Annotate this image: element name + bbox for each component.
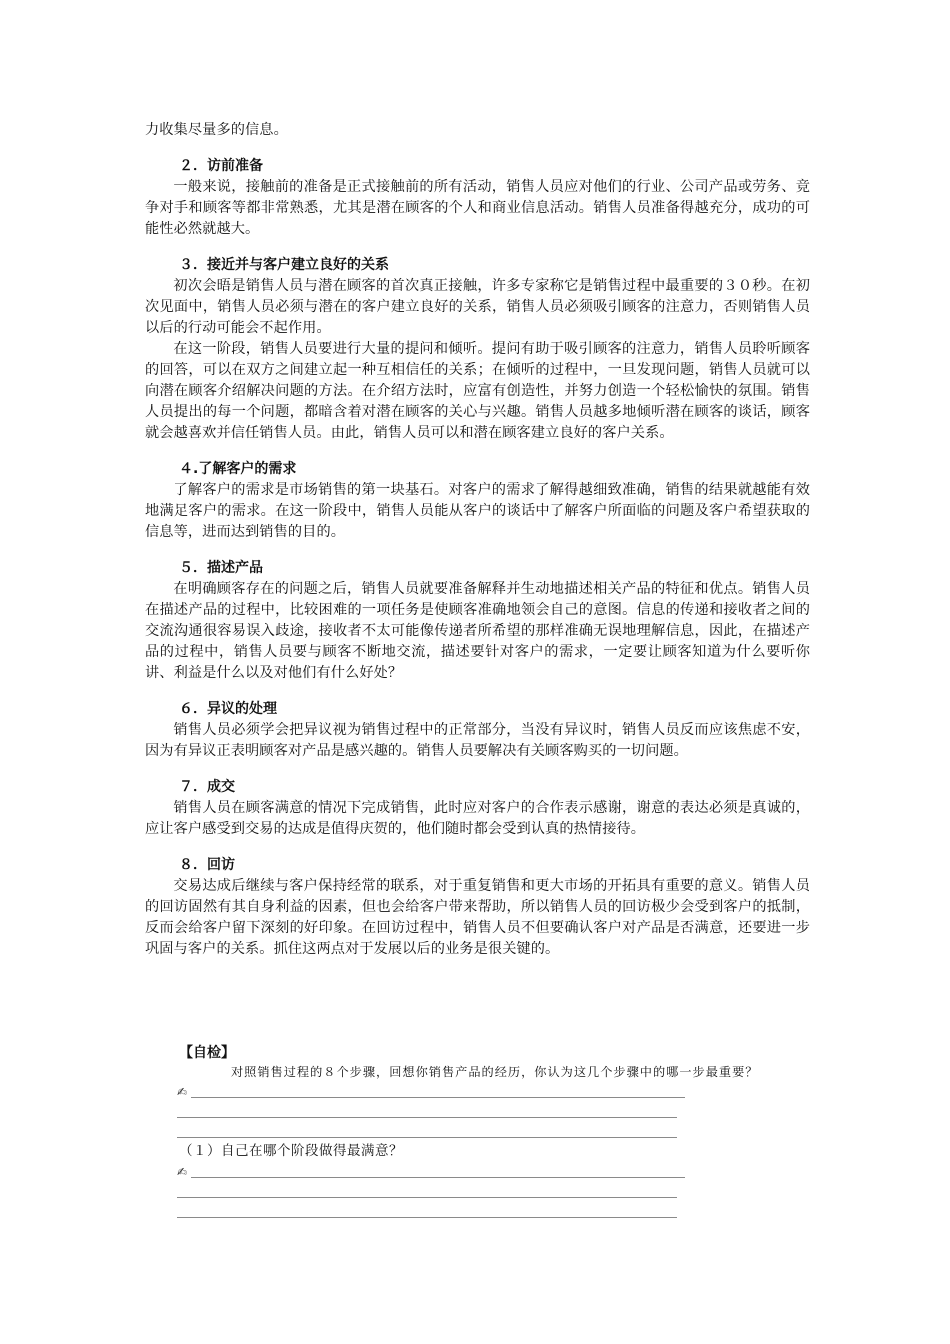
section-heading: ８．回访 bbox=[179, 857, 235, 873]
section-7 bbox=[145, 777, 810, 840]
intro-tail: 力收集尽量多的信息。 bbox=[145, 122, 288, 138]
answer-line[interactable] bbox=[177, 1161, 685, 1181]
section-paragraph: 初次会晤是销售人员与潜在顾客的首次真正接触，许多专家称它是销售过程中最重要的３０秒。在初次见面中，销售人员必须与潜在的客户建立良好的关系，销售人员必须吸引顾客的注意力，否则销售人员以后的行动可能会不起作用。 bbox=[145, 278, 810, 336]
self-check bbox=[145, 1043, 810, 1221]
section-3 bbox=[145, 255, 810, 444]
section-5 bbox=[145, 558, 810, 684]
section-paragraph: 在明确顾客存在的问题之后，销售人员就要准备解释并生动地描述相关产品的特征和优点。销售人员在描述产品的过程中，比较困难的一项任务是使顾客准确地领会自己的意图。信息的传递和接收者之间的交流沟通很容易误入歧途，接收者不太可能像传递者所希望的那样准确无误地理解信息，因此，在描述产品的过程中，销售人员要与顾客不断地交流，描述要针对客户的需求，一定要让顾客知道为什么要听你讲、利益是什么以及对他们有什么好处？ bbox=[145, 581, 810, 681]
answer-line[interactable] bbox=[177, 1081, 685, 1101]
section-heading: ６．异议的处理 bbox=[179, 701, 277, 717]
section-paragraph: 销售人员必须学会把异议视为销售过程中的正常部分，当没有异议时，销售人员反而应该焦虑不安，因为有异议正表明顾客对产品是感兴趣的。销售人员要解决有关顾客购买的一切问题。 bbox=[145, 722, 810, 759]
section-heading: ７．成交 bbox=[179, 779, 235, 795]
section-paragraph: 销售人员在顾客满意的情况下完成销售，此时应对客户的合作表示感谢，谢意的表达必须是真诚的，应让客户感受到交易的达成是值得庆贺的，他们随时都会受到认真的热情接待。 bbox=[145, 800, 810, 837]
section-4 bbox=[145, 459, 810, 543]
section-paragraph: 了解客户的需求是市场销售的第一块基石。对客户的需求了解得越细致准确，销售的结果就越能有效地满足客户的需求。在这一阶段中，销售人员能从客户的谈话中了解客户所面临的问题及客户希望获取的信息等，进而达到销售的目的。 bbox=[145, 482, 810, 540]
section-heading: ２．访前准备 bbox=[179, 158, 263, 174]
section-heading: ３．接近并与客户建立良好的关系 bbox=[179, 257, 389, 273]
section-2 bbox=[145, 156, 810, 240]
section-heading: ４.了解客户的需求 bbox=[179, 461, 297, 477]
answer-line[interactable] bbox=[177, 1181, 677, 1201]
section-6 bbox=[145, 699, 810, 762]
section-paragraph: 交易达成后继续与客户保持经常的联系，对于重复销售和更大市场的开拓具有重要的意义。销售人员的回访固然有其自身利益的因素，但也会给客户带来帮助，所以销售人员的回访极少会受到客户的抵制，反而会给客户留下深刻的好印象。在回访过程中，销售人员不但要确认客户对产品是否满意，还要进一步巩固与客户的关系。抓住这两点对于发展以后的业务是很关键的。 bbox=[145, 878, 810, 957]
writing-hand-icon: ✍ bbox=[177, 1165, 188, 1179]
answer-line[interactable] bbox=[177, 1201, 677, 1221]
document-body bbox=[145, 120, 810, 960]
section-heading: ５．描述产品 bbox=[179, 560, 263, 576]
writing-hand-icon: ✍ bbox=[177, 1085, 188, 1099]
section-paragraph: 一般来说，接触前的准备是正式接触前的所有活动，销售人员应对他们的行业、公司产品或劳务、竞争对手和顾客等都非常熟悉，尤其是潜在顾客的个人和商业信息活动。销售人员准备得越充分，成功的可能性必然就越大。 bbox=[145, 179, 810, 237]
self-check-prompt: 对照销售过程的８个步骤，回想你销售产品的经历，你认为这几个步骤中的哪一步最重要？ bbox=[231, 1065, 759, 1079]
section-paragraph: 在这一阶段，销售人员要进行大量的提问和倾听。提问有助于吸引顾客的注意力，销售人员聆听顾客的回答，可以在双方之间建立起一种互相信任的关系；在倾听的过程中，一旦发现问题，销售人员就可以向潜在顾客介绍解决问题的方法。在介绍方法时，应富有创造性，并努力创造一个轻松愉快的氛围。销售人员提出的每一个问题，都暗含着对潜在顾客的关心与兴趣。销售人员越多地倾听潜在顾客的谈话，顾客就会越喜欢并信任销售人员。由此，销售人员可以和潜在顾客建立良好的客户关系。 bbox=[145, 341, 810, 441]
self-check-question: （１）自己在哪个阶段做得最满意？ bbox=[179, 1143, 403, 1159]
answer-line[interactable] bbox=[177, 1101, 677, 1121]
self-check-title: 【自检】 bbox=[179, 1045, 235, 1061]
section-8 bbox=[145, 855, 810, 960]
answer-line[interactable] bbox=[177, 1121, 677, 1141]
